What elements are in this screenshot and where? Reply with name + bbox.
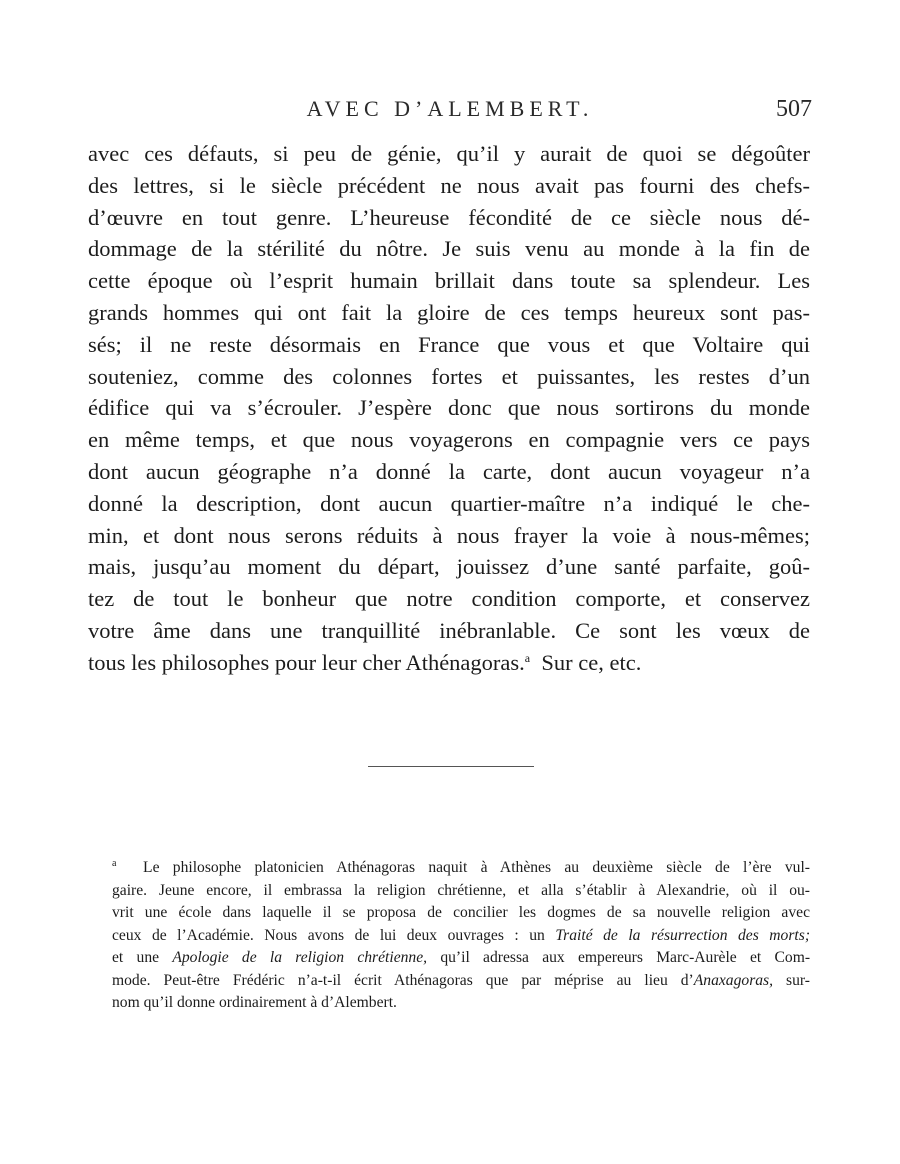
body-line: votre âme dans une tranquillité inébranlable. Ce sont les vœux de — [88, 617, 810, 643]
footnote-text: ceux de l’Académie. Nous avons de lui deux ouvrages : un — [112, 926, 545, 944]
footnote-mark: a — [112, 858, 117, 869]
body-line: donné la description, dont aucun quartier-maître n’a indiqué le che- — [88, 490, 810, 516]
body-line: d’œuvre en tout genre. L’heureuse fécondité de ce siècle nous dé- — [88, 204, 810, 230]
footnote-text: et une — [112, 949, 160, 966]
body-text — [88, 138, 810, 679]
footnote-italic-name: Anaxagoras, — [693, 971, 774, 989]
body-line: min, et dont nous serons réduits à nous frayer la voie à nous-mêmes; — [88, 522, 810, 548]
footnote-text: Le philosophe platonicien Athénagoras naquit à Athènes au deuxième siècle de l’ère vul- — [143, 859, 811, 876]
footnote-line: gaire. Jeune encore, il embrassa la religion chrétienne, et alla s’établir à Alexandrie, où il ou- — [112, 881, 810, 899]
body-line: mais, jusqu’au moment du départ, jouissez d’une santé parfaite, goû- — [88, 554, 810, 580]
body-line-last — [88, 647, 810, 679]
body-line: grands hommes qui ont fait la gloire de ces temps heureux sont pas- — [88, 299, 810, 325]
body-line: dont aucun géographe n’a donné la carte, dont aucun voyageur n’a — [88, 458, 810, 484]
footnote-text: qu’il adressa aux empereurs Marc-Aurèle et Com- — [440, 949, 811, 966]
body-line: édifice qui va s’écrouler. J’espère donc que nous sortirons du monde — [88, 395, 810, 421]
footnote-line — [112, 947, 810, 970]
body-line: tez de tout le bonheur que notre condition comporte, et conservez — [88, 586, 810, 612]
footnote-line: vrit une école dans laquelle il se proposa de concilier les dogmes de sa nouvelle religion avec — [112, 904, 810, 921]
footnote-italic-title: Traité de la résurrection des morts; — [555, 926, 811, 944]
footnote — [112, 857, 810, 1015]
footnote-reference[interactable]: a — [524, 650, 531, 665]
body-last-text: tous les philosophes pour leur cher Athénagoras. — [88, 649, 525, 675]
footnote-text: sur- — [786, 971, 810, 989]
running-title: AVEC D’ALEMBERT. — [306, 96, 594, 121]
running-head — [88, 96, 812, 126]
body-line: sés; il ne reste désormais en France que vous et que Voltaire qui — [88, 331, 810, 357]
body-closing: Sur ce, etc. — [541, 649, 642, 675]
footnote-separator — [368, 766, 534, 767]
footnote-italic-title: Apologie de la religion chrétienne, — [172, 949, 428, 966]
body-line: des lettres, si le siècle précédent ne nous avait pas fourni des chefs- — [88, 172, 810, 198]
page-number: 507 — [776, 96, 812, 122]
body-line: souteniez, comme des colonnes fortes et puissantes, les restes d’un — [88, 363, 810, 389]
body-line: cette époque où l’esprit humain brillait dans toute sa splendeur. Les — [88, 268, 810, 294]
footnote-text: mode. Peut-être Frédéric n’a-t-il écrit Athénagoras que par méprise au lieu d’ — [112, 971, 694, 989]
footnote-line — [112, 970, 810, 993]
footnote-line: nom qu’il donne ordinairement à d’Alembert. — [112, 994, 397, 1011]
body-line: avec ces défauts, si peu de génie, qu’il y aurait de quoi se dégoûter — [88, 141, 810, 166]
footnote-line — [112, 857, 810, 880]
body-line: en même temps, et que nous voyagerons en compagnie vers ce pays — [88, 427, 810, 453]
footnote-line — [112, 925, 810, 948]
body-line: dommage de la stérilité du nôtre. Je suis venu au monde à la fin de — [88, 236, 810, 262]
